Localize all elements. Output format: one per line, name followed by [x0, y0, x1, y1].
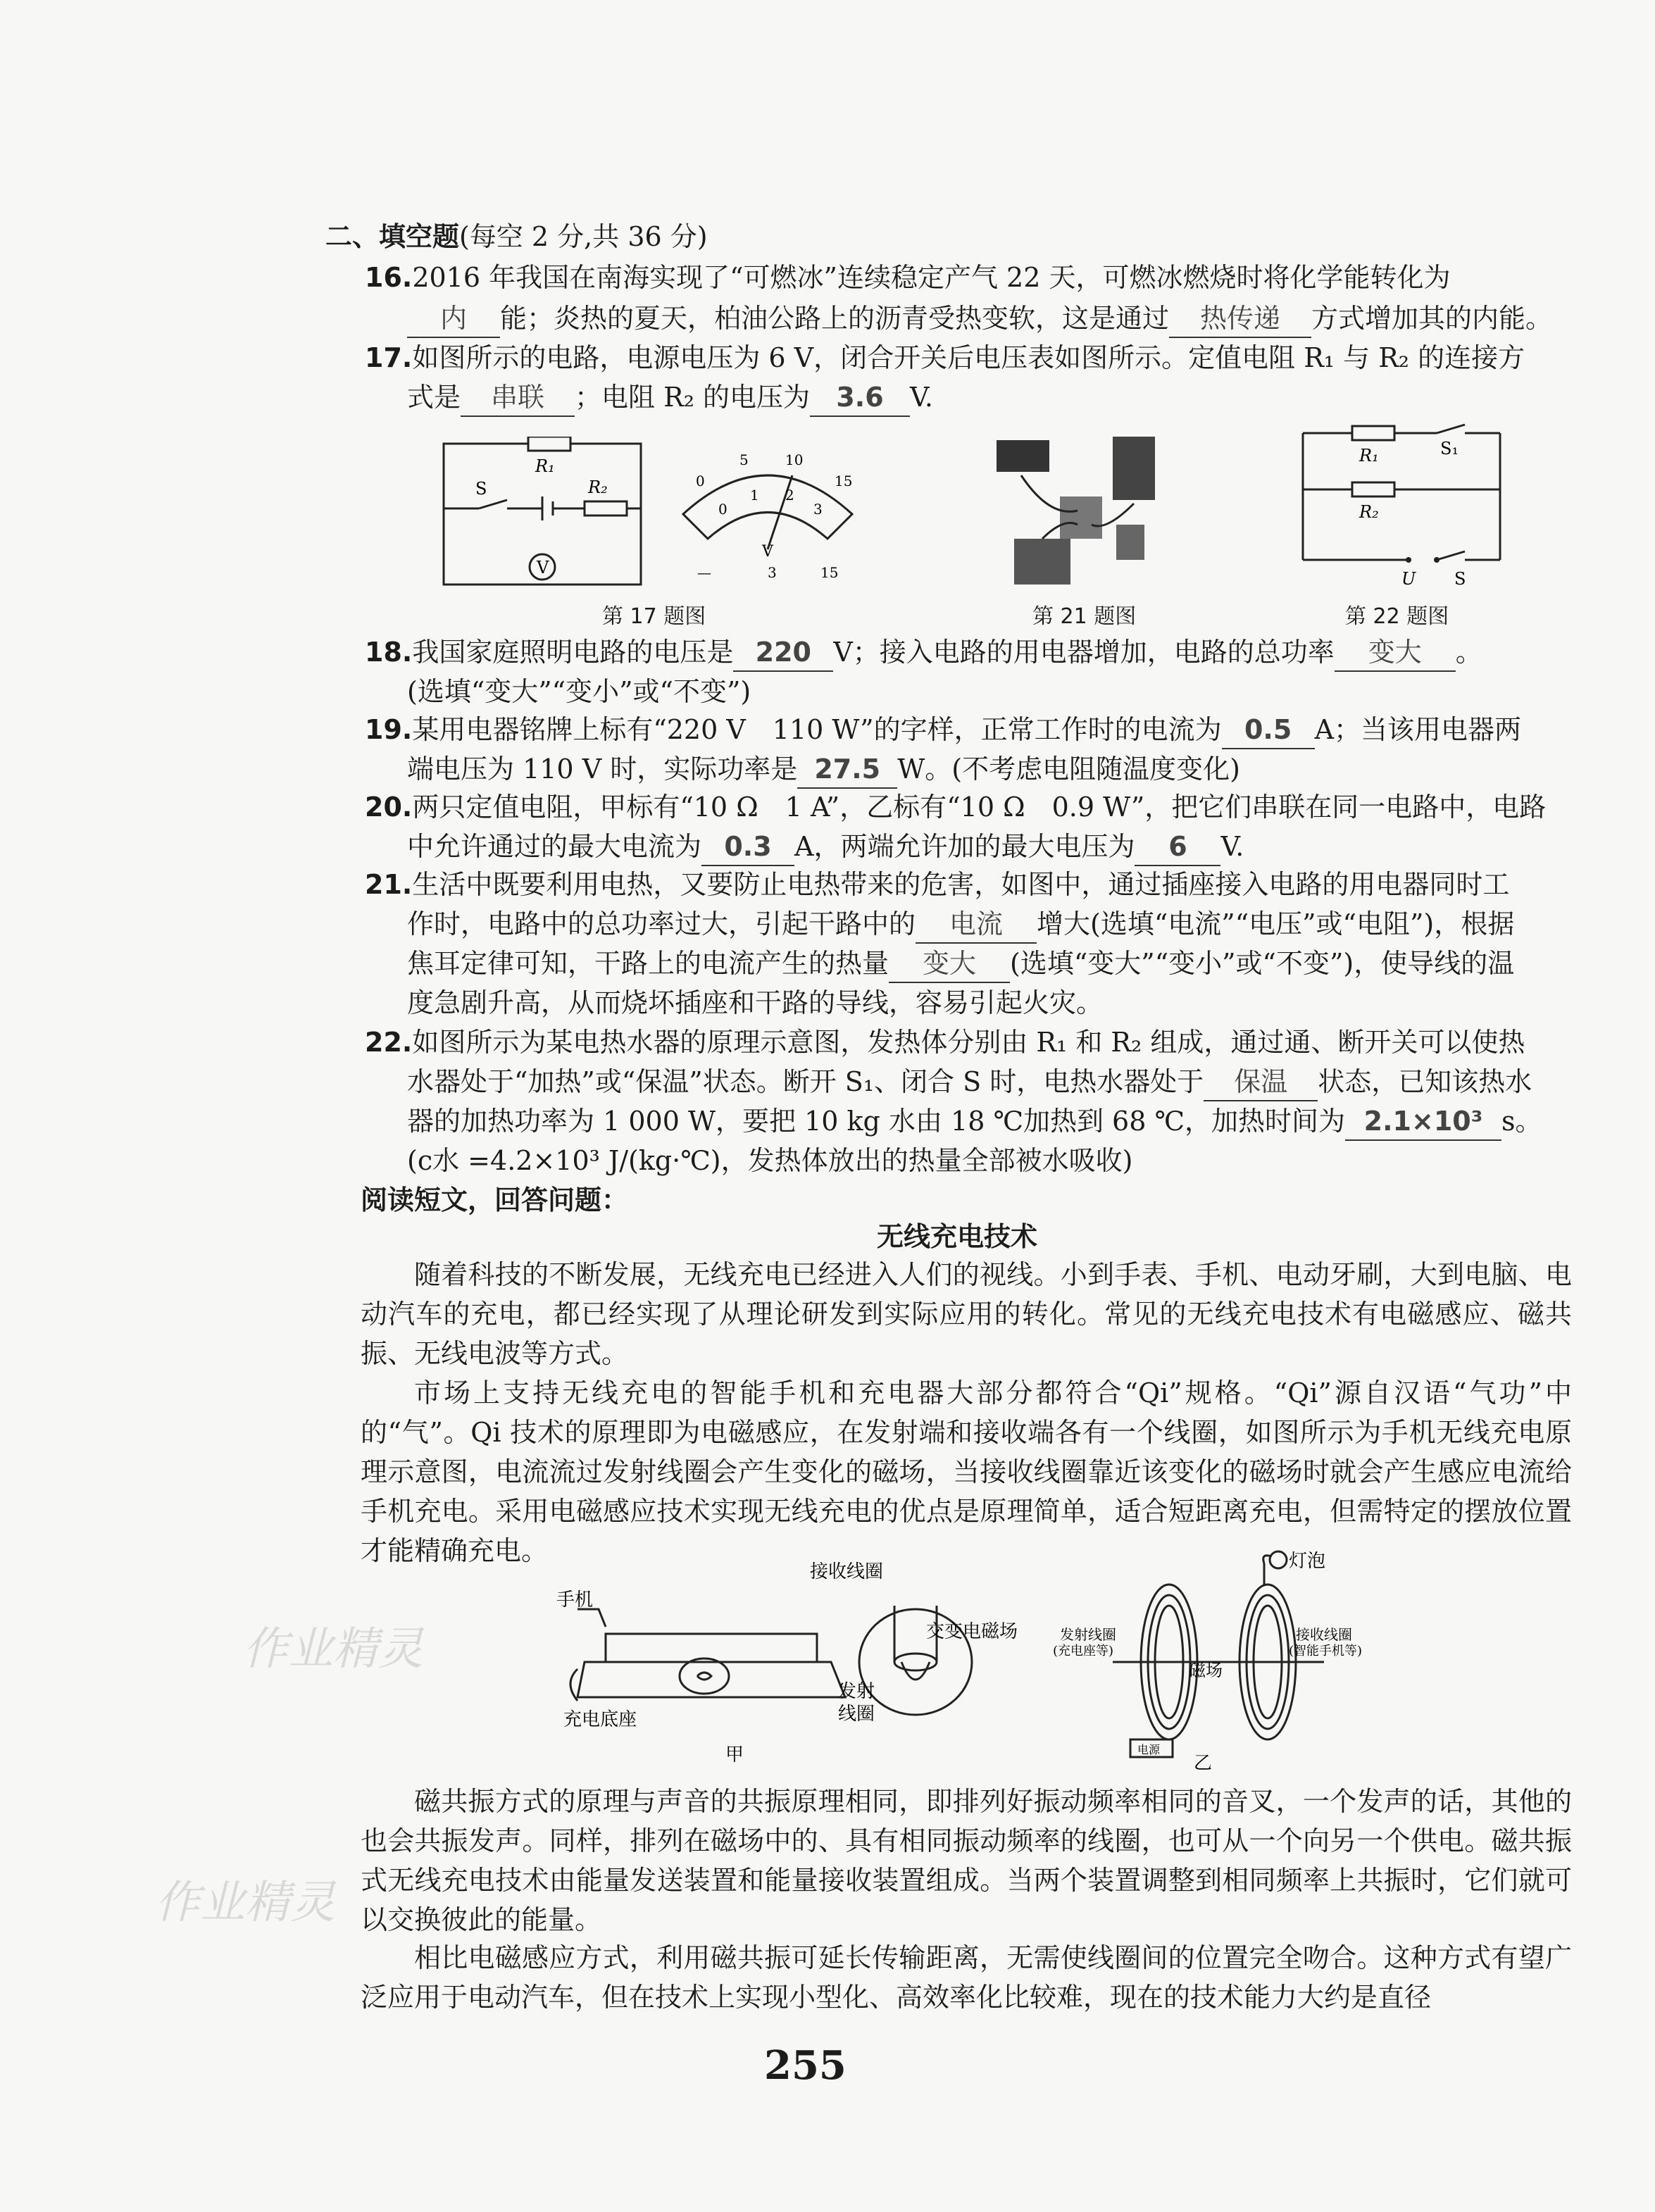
- q16-line2: 内 能；炎热的夏天，柏油公路上的沥青受热变软，这是通过 热传递 方式增加其的内能。: [407, 300, 1552, 338]
- q21-line1: 21.生活中既要利用电热，又要防止电热带来的危害，如图中，通过插座接入电路的用电器同时工: [365, 869, 1510, 900]
- answer-blank: 热传递: [1169, 300, 1311, 338]
- scale-top-0: 0: [696, 473, 705, 489]
- q17-line2: 式是 串联 ；电阻 R₂ 的电压为 3.6 V.: [407, 379, 933, 417]
- phone-label: 手机: [556, 1589, 594, 1611]
- fig-jia-caption: 甲: [725, 1744, 744, 1766]
- q17-line1: 17.如图所示的电路，电源电压为 6 V，闭合开关后电压表如图所示。定值电阻 R₁ 与 R₂ 的连接方: [365, 342, 1525, 373]
- q20-line2: 中允许通过的最大电流为 0.3 A，两端允许加的最大电压为 6 V.: [407, 828, 1244, 866]
- r1-label: R₁: [535, 456, 555, 476]
- u-label: U: [1401, 569, 1416, 589]
- q18-line2: (选填“变大”“变小”或“不变”): [407, 676, 751, 707]
- scale-bottom-0: 0: [718, 501, 727, 518]
- base-label: 充电底座: [563, 1709, 637, 1730]
- answer-blank: 变大: [1335, 634, 1456, 672]
- terminal-neg: —: [697, 564, 711, 581]
- answer-blank: 220: [733, 634, 833, 672]
- q20-line1: 20.两只定值电阻，甲标有“10 Ω 1 A”，乙标有“10 Ω 0.9 W”，把它们串联在同一电路中，电路: [365, 792, 1547, 823]
- voltmeter-dial: [669, 444, 866, 613]
- send-coil-sub: (充电座等): [1053, 1644, 1114, 1658]
- q22-line2: 水器处于“加热”或“保温”状态。断开 S₁、闭合 S 时，电热水器处于 保温 状态，已知该热水: [407, 1063, 1532, 1101]
- q19-line1: 19.某用电器铭牌上标有“220 V 110 W”的字样，正常工作时的电流为 0.5 A；当该用电器两: [365, 711, 1521, 749]
- section-heading: 二、填空题(每空 2 分,共 36 分): [325, 221, 708, 252]
- q22-line3: 器的加热功率为 1 000 W，要把 10 kg 水由 18 ℃加热到 68 ℃，加热时间为 2.1×10³ s。: [407, 1103, 1542, 1141]
- scale-top-10: 10: [785, 451, 804, 468]
- q21-line4: 度急剧升高，从而烧坏插座和干路的导线，容易引起火灾。: [407, 987, 1104, 1018]
- answer-blank: 变大: [889, 945, 1010, 983]
- r1-label: R₁: [1359, 446, 1379, 465]
- terminal-15: 15: [820, 564, 839, 581]
- answer-blank: 3.6: [810, 379, 910, 417]
- voltmeter-label: V: [537, 558, 549, 577]
- paragraph-1: 随着科技的不断发展，无线充电已经进入人们的视线。小到手表、手机、电动牙刷，大到电脑、电动汽车的充电，都已经实现了从理论研发到实际应用的转化。常见的无线充电技术有电磁感应、磁共振、无线电波等方式。: [361, 1259, 1572, 1369]
- answer-blank: 0.3: [701, 828, 794, 866]
- answer-blank: 2.1×10³: [1345, 1103, 1501, 1141]
- q22-line1: 22.如图所示为某电热水器的原理示意图，发热体分别由 R₁ 和 R₂ 组成，通过通、断开关可以使热: [365, 1027, 1525, 1058]
- send-coil-label: 发射: [838, 1681, 875, 1702]
- q18-line1: 18.我国家庭照明电路的电压是 220 V；接入电路的用电器增加，电路的总功率 变大 。: [365, 634, 1482, 672]
- paragraph-2: 市场上支持无线充电的智能手机和充电器大部分都符合“Qi”规格。“Qi”源自汉语“气功”中的“气”。Qi 技术的原理即为电磁感应，在发射端和接收端各有一个线圈，如图所示为手机无线充电原理示意图，电流流过发射线圈会产生变化的磁场，当接收线圈靠近该变化的磁场时就会产生感应电流给手机充电。采用电磁感应技术实现无线充电的优点是原理简单，适合短距离充电，但需特定的摆放位置才能精确充电。: [361, 1377, 1572, 1566]
- article-title: 无线充电技术: [877, 1221, 1038, 1252]
- q16-line1: 16.2016 年我国在南海实现了“可燃冰”连续稳定产气 22 天，可燃冰燃烧时将化学能转化为: [365, 262, 1451, 293]
- fig-jia-wireless-charging: [535, 1556, 1070, 1768]
- paragraph-3: 磁共振方式的原理与声音的共振原理相同，即排列好振动频率相同的音叉，一个发声的话，其他的也会共振发声。同样，排列在磁场中的、具有相同振动频率的线圈，也可从一个向另一个供电。磁共振式无线充电技术由能量发送装置和能量接收装置组成。当两个装置调整到相同频率上共振时，它们就可以交换彼此的能量。: [361, 1786, 1572, 1935]
- fig22-circuit: [1296, 419, 1507, 595]
- scale-top-15: 15: [835, 473, 853, 489]
- fig22-caption: 第 22 题图: [1345, 604, 1449, 629]
- fig17-caption: 第 17 题图: [602, 604, 706, 629]
- switch-s1-label: S₁: [1440, 439, 1459, 458]
- reading-heading: 阅读短文，回答问题：: [361, 1185, 629, 1216]
- scale-top-5: 5: [739, 451, 749, 468]
- power-label: 电源: [1137, 1743, 1161, 1756]
- meter-v-label: V: [762, 543, 773, 561]
- q19-line2: 端电压为 110 V 时，实际功率是 27.5 W。(不考虑电阻随温度变化): [407, 751, 1240, 789]
- answer-blank: 6: [1135, 828, 1220, 866]
- send-coil-label-2: 线圈: [838, 1704, 875, 1725]
- recv-coil-label: 接收线圈: [1296, 1626, 1352, 1643]
- answer-blank: 27.5: [797, 751, 897, 789]
- answer-blank: 0.5: [1222, 711, 1315, 749]
- q21-line2: 作时，电路中的总功率过大，引起干路中的 电流 增大(选填“电流”“电压”或“电阻”)，根据: [407, 906, 1514, 944]
- scale-bottom-1: 1: [750, 487, 759, 504]
- r2-label: R₂: [1359, 502, 1379, 522]
- r2-label: R₂: [588, 477, 608, 497]
- recv-coil-sub: (智能手机等): [1289, 1644, 1363, 1658]
- fig-yi-caption: 乙: [1194, 1753, 1213, 1774]
- fig21-caption: 第 21 题图: [1032, 604, 1137, 629]
- watermark: 作业精灵: [243, 1623, 423, 1675]
- bulb-label: 灯泡: [1289, 1551, 1326, 1572]
- send-coil-label: 发射线圈: [1060, 1626, 1116, 1643]
- answer-blank: 串联: [461, 379, 575, 417]
- answer-blank: 保温: [1204, 1063, 1318, 1101]
- switch-s-label: S: [1454, 569, 1466, 589]
- paragraph-4: 相比电磁感应方式，利用磁共振可延长传输距离，无需使线圈间的位置完全吻合。这种方式有望广泛应用于电动汽车，但在技术上实现小型化、高效率化比较难，现在的技术能力大约是直径: [361, 1942, 1572, 2013]
- terminal-3: 3: [768, 564, 777, 581]
- answer-blank: 内: [407, 300, 500, 338]
- fig-yi-resonant-coils: [1028, 1549, 1423, 1775]
- switch-label: S: [475, 479, 487, 499]
- recv-coil-label: 接收线圈: [810, 1561, 884, 1582]
- watermark: 作业精灵: [155, 1877, 335, 1929]
- scale-bottom-2: 2: [785, 487, 794, 504]
- fig21-appliances-illustration: [993, 433, 1183, 595]
- q21-line3: 焦耳定律可知，干路上的电流产生的热量 变大 (选填“变大”“变小”或“不变”)，使导线的温: [407, 945, 1514, 983]
- answer-blank: 电流: [916, 906, 1037, 944]
- field-label: 磁场: [1189, 1661, 1223, 1680]
- page-number: 255: [764, 2042, 847, 2089]
- scale-bottom-3: 3: [813, 501, 823, 518]
- q22-line4: (c水 =4.2×10³ J/(kg·℃)，发热体放出的热量全部被水吸收): [407, 1145, 1133, 1176]
- field-label: 交变电磁场: [926, 1621, 1018, 1642]
- fig17-circuit: [437, 437, 648, 599]
